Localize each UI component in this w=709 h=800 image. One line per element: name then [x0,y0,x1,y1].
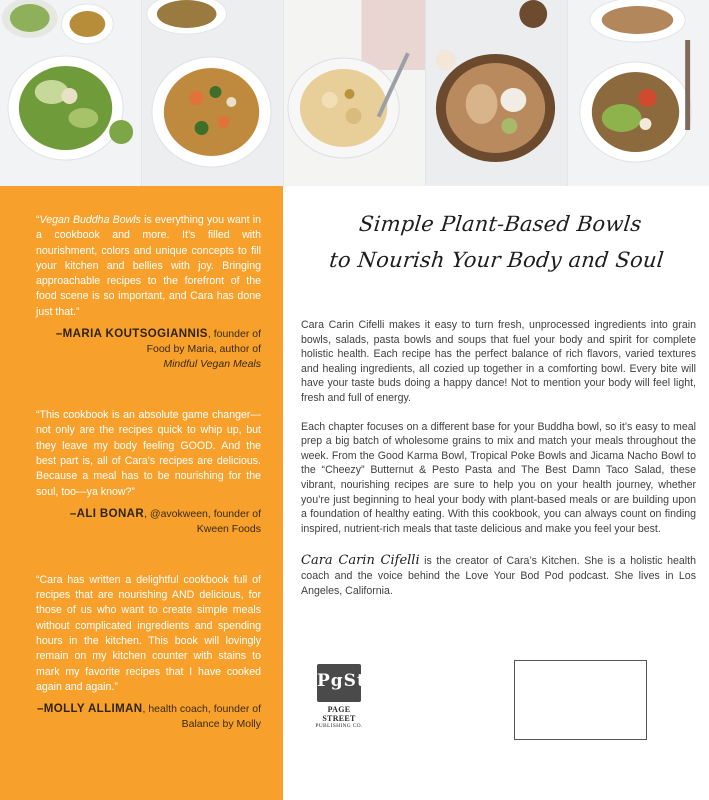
testimonial-text: “This cookbook is an absolute game changer—not only are the recipes quick to whip up, but they leave my body feeling GOOD. And the best part is, all of Cara’s recipes are delicious. Because a meal has to be nourishing for the soul, too—ya know?” [36,409,261,498]
testimonial-text: “Cara has written a delightful cookbook full of recipes that are nourishing AND delicious, for those of us who want to create simple meals without complicated ingredients and spending hours in the kitchen. This book will lovingly remain on my kitchen counter with stains to mark my favorite recipes that I have cooked again and again.” [36,573,261,693]
testimonials-panel [0,186,283,800]
headline [297,206,700,278]
book-title: Vegan Buddha Bowls [39,214,141,226]
photo-green-avocado-bowl [0,0,142,186]
testimonial-attribution: –MARIA KOUTSOGIANNIS, founder of Food by Maria, author of Mindful Vegan Meals [55,328,261,371]
barcode-placeholder [514,660,647,740]
publisher-name: PAGE STREET [322,705,356,723]
testimonial-3 [36,573,261,732]
publisher-mark-icon: PgSt [317,664,361,702]
photo-smoothie-grain-bowl [426,0,568,186]
back-cover-copy [283,186,709,800]
publisher-logo [311,664,367,729]
testimonial-author: –ALI BONAR [69,507,145,520]
author-book-title: Mindful Vegan Meals [163,358,261,371]
photo-pasta-pesto-bowl [284,0,426,186]
description-paragraph-1: Cara Carin Cifelli makes it easy to turn fresh, unprocessed ingredients into grain bowls, salads, pasta bowls and soups that fuel your body and spirit for complete holistic health. Each recipe has the perfect balance of rich flavors, varied textures and healing ingredients, all cozied up together in a comforting bowl. Every bite will have your taste buds doing a happy dance! Not to mention your body will feel light, fresh and full of energy. [301,319,696,404]
description-paragraph-2: Each chapter focuses on a different base for your Buddha bowl, so it’s easy to meal prep a big batch of wholesome grains to mix and match your meals throughout the week. From the Good Karma Bowl, Tropical Poke Bowls and Jicama Nacho Bowl to the “Cheezy” Butternut & Pesto Pasta and The Best Damn Taco Salad, these vibrant, nourishing recipes are sure to help you on your health journey, whether you’re just beginning to heal your body with plant-based meals or are building upon a foundation of healthy eating. With this cookbook, you can always count on finding inspired, nutrient-rich meals that taste delicious and make you feel your best. [301,420,696,535]
cover-photo-strip [0,0,709,186]
photo-salad-avocado-bowl [568,0,709,186]
testimonial-text: “Vegan Buddha Bowls is everything you want in a cookbook and more. It’s filled with nourishment, colors and unique concepts to fill your kitchen and bellies with joy. Bringing approachable recipes to the forefront of the food scene is so important, and Cara has done just that.” [36,214,261,318]
headline-line-1: Simple Plant-Based Bowls [357,212,643,236]
testimonial-attribution: –ALI BONAR, @avokween, founder of Kween Foods [69,507,261,535]
testimonial-author: –MARIA KOUTSOGIANNIS [55,328,208,341]
testimonial-2 [36,408,261,537]
testimonial-author: –MOLLY ALLIMAN [37,703,143,716]
author-bio: Cara Carin Cifelli is the creator of Cara’s Kitchen. She is a holistic health coach and the voice behind the Love Your Bod Pod podcast. She lives in Los Angeles, California. [301,553,697,597]
testimonial-attribution: –MOLLY ALLIMAN, health coach, founder of Balance by Molly [37,703,261,731]
testimonial-1 [36,213,261,372]
author-name: Cara Carin Cifelli [301,553,420,569]
headline-line-2: to Nourish Your Body and Soul [328,248,665,272]
publisher-subname: PUBLISHING CO. [315,723,363,729]
photo-vegetable-soup-bowl [142,0,284,186]
